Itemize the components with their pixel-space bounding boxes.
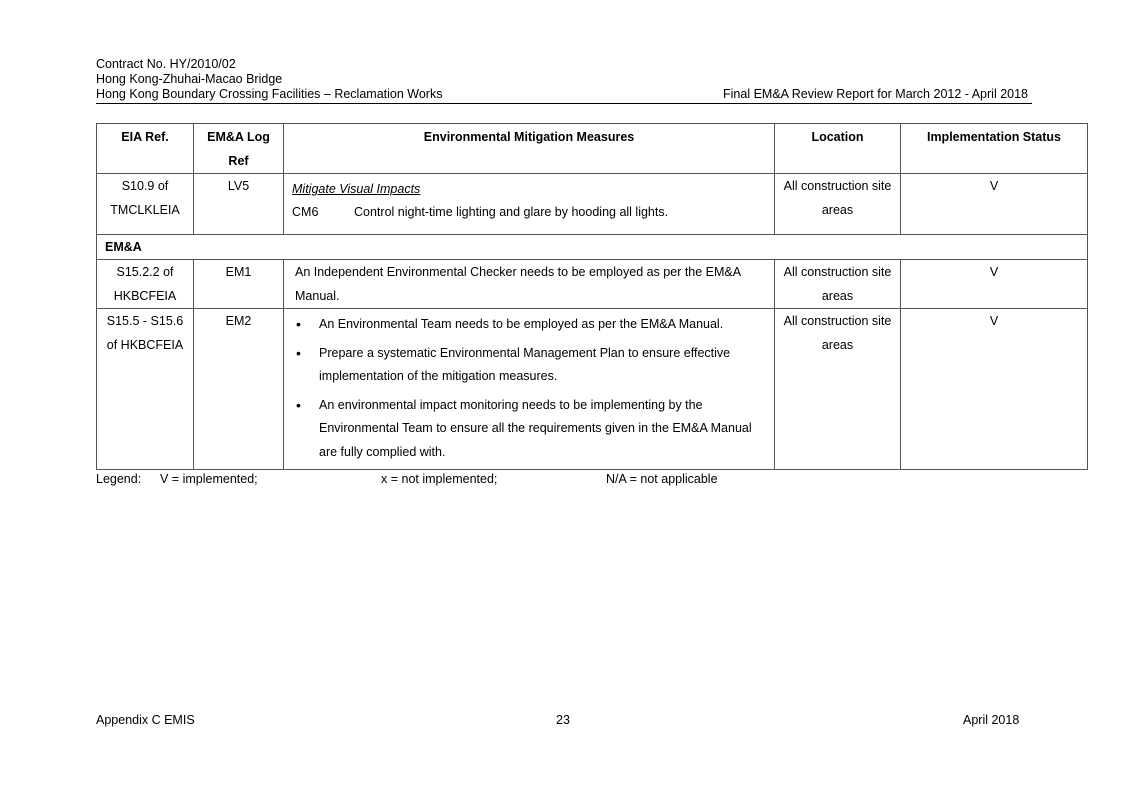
header-row [96, 87, 1032, 102]
measure-text: Control night-time lighting and glare by hooding all lights. [354, 205, 669, 219]
status-cell: V [901, 309, 1088, 470]
bullet-text: An Environmental Team needs to be employed as per the EM&A Manual. [319, 317, 724, 331]
bullet-text: An environmental impact monitoring needs to be implementing by the Environmental Team to ensure all the requirements given in the EM&A Manual are fully complied with. [319, 397, 752, 459]
measure-title: Mitigate Visual Impacts [292, 182, 421, 196]
bullet-icon: • [296, 396, 301, 413]
project-name: Hong Kong-Zhuhai-Macao Bridge [96, 72, 283, 86]
header-rule [96, 103, 1032, 104]
table-row [97, 309, 1088, 470]
legend-not-implemented: x = not implemented; [381, 472, 498, 486]
measures-cell: An Independent Environmental Checker needs to be employed as per the EM&A Manual. [284, 260, 775, 309]
list-item [292, 313, 766, 337]
bullet-text: Prepare a systematic Environmental Management Plan to ensure effective implementation of the mitigation measures. [319, 345, 731, 383]
section-label: EM&A [97, 235, 1088, 260]
section-row [97, 235, 1088, 260]
bullet-icon: • [296, 344, 301, 361]
measure-line [292, 200, 766, 224]
legend-implemented: V = implemented; [160, 472, 258, 486]
mitigation-measures-table [96, 123, 1088, 470]
eia-ref-cell: S15.5 - S15.6 of HKBCFEIA [97, 309, 194, 470]
footer-date: April 2018 [963, 713, 1020, 727]
location-cell: All construction site areas [775, 174, 901, 235]
footer-left: Appendix C EMIS [96, 713, 195, 727]
table-header-row [97, 124, 1088, 174]
measure-code: CM6 [292, 205, 319, 219]
status-cell: V [901, 174, 1088, 235]
location-cell: All construction site areas [775, 260, 901, 309]
page-header [96, 57, 1032, 102]
measures-cell [284, 309, 775, 470]
page-number: 23 [556, 713, 570, 727]
log-ref-cell: EM1 [194, 260, 284, 309]
header-eia-ref: EIA Ref. [97, 124, 194, 174]
header-location: Location [775, 124, 901, 174]
list-item [292, 394, 766, 465]
header-ema-log-ref: EM&A Log Ref [194, 124, 284, 174]
eia-ref-cell: S15.2.2 of HKBCFEIA [97, 260, 194, 309]
report-title: Final EM&A Review Report for March 2012 - April 2018 [723, 87, 1028, 101]
works-name: Hong Kong Boundary Crossing Facilities – Reclamation Works [96, 87, 443, 101]
log-ref-cell: EM2 [194, 309, 284, 470]
location-cell: All construction site areas [775, 309, 901, 470]
measure-bullet-list [292, 313, 766, 464]
measures-cell [284, 174, 775, 235]
status-cell: V [901, 260, 1088, 309]
bullet-icon: • [296, 316, 301, 332]
header-status: Implementation Status [901, 124, 1088, 174]
legend-label: Legend: [96, 472, 142, 486]
contract-number: Contract No. HY/2010/02 [96, 57, 236, 71]
list-item [292, 342, 766, 389]
header-measures: Environmental Mitigation Measures [284, 124, 775, 174]
table-row [97, 174, 1088, 235]
eia-ref-cell: S10.9 of TMCLKLEIA [97, 174, 194, 235]
table-row [97, 260, 1088, 309]
legend-not-applicable: N/A = not applicable [606, 472, 718, 486]
log-ref-cell: LV5 [194, 174, 284, 235]
